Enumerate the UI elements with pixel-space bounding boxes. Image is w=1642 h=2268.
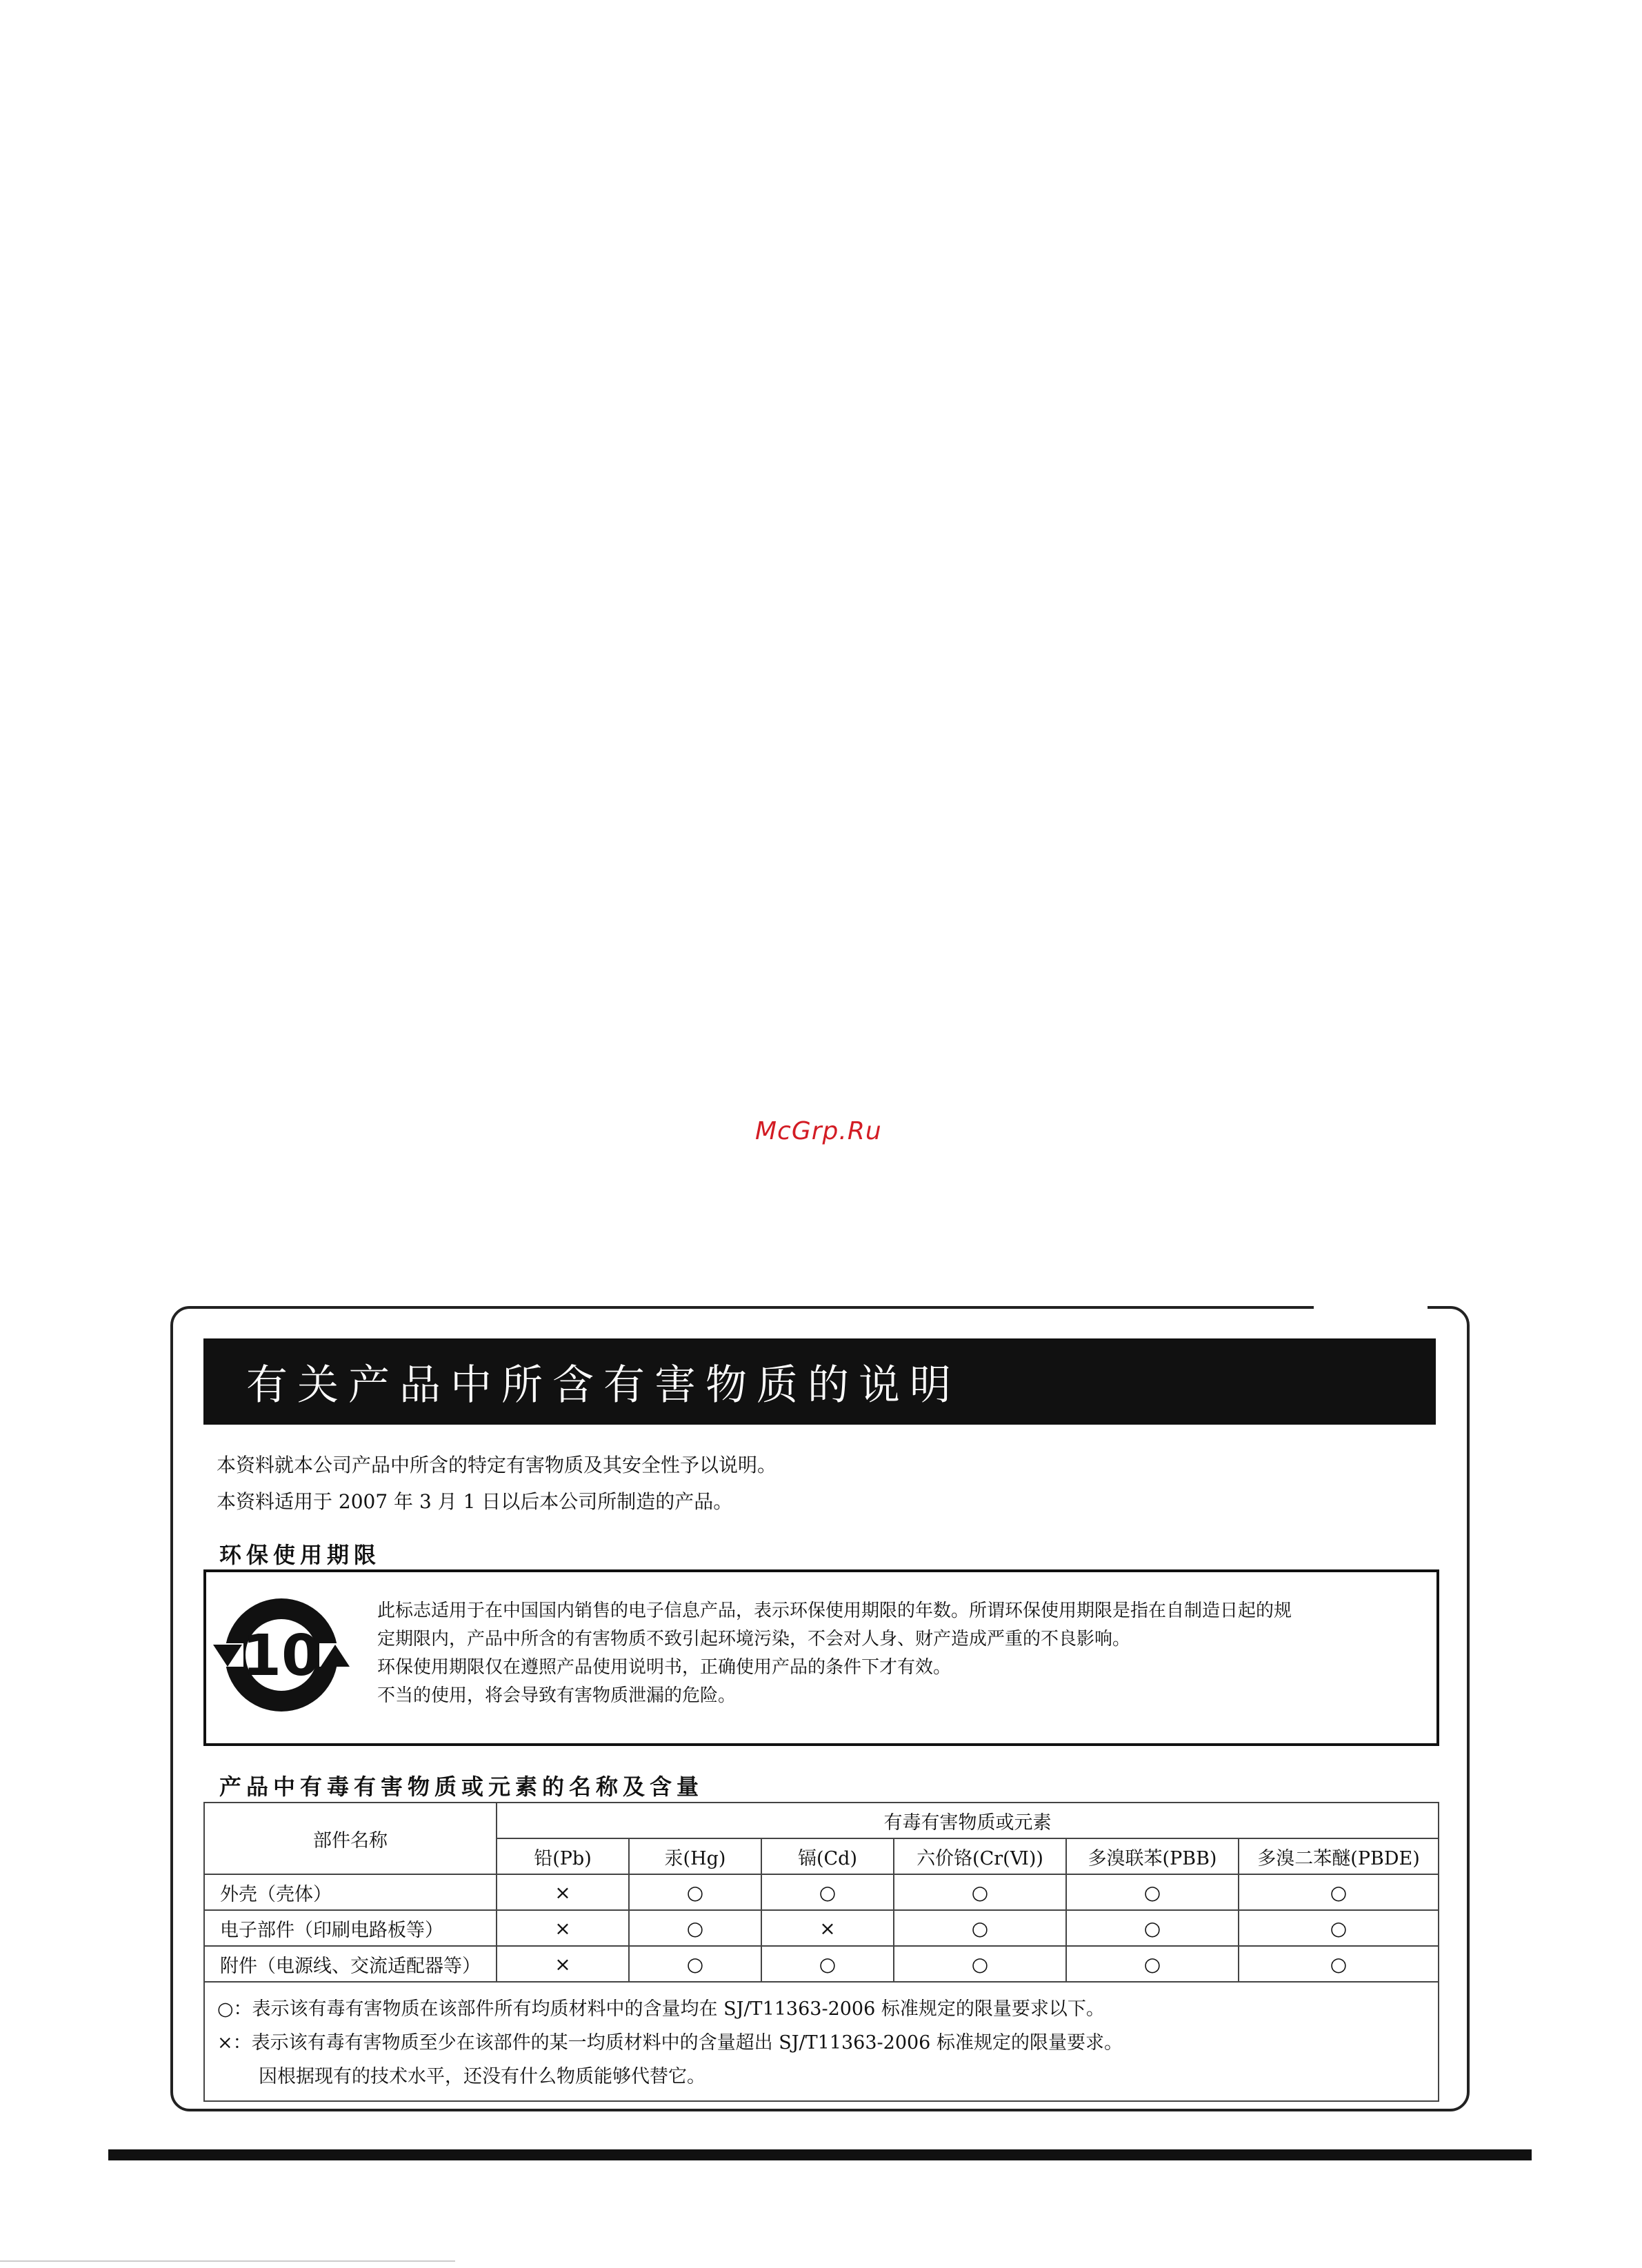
column-header: 多溴联苯(PBB)	[1066, 1838, 1239, 1874]
epup-10-logo-icon	[209, 1589, 354, 1720]
column-header: 多溴二苯醚(PBDE)	[1239, 1838, 1439, 1874]
substance-mark: ×	[497, 1874, 629, 1910]
substance-mark: ○	[1066, 1946, 1239, 1982]
watermark: McGrp.Ru	[755, 1117, 882, 1145]
epup-line: 不当的使用，将会导致有害物质泄漏的危险。	[377, 1685, 737, 1706]
substance-mark: ○	[1066, 1910, 1239, 1946]
bottom-rule	[108, 2149, 1532, 2160]
substance-mark: ×	[497, 1946, 629, 1982]
substance-mark: ○	[761, 1946, 894, 1982]
substance-mark: ×	[761, 1910, 894, 1946]
substance-mark: ○	[629, 1910, 761, 1946]
table-row	[204, 1946, 1439, 1982]
table-row	[204, 1874, 1439, 1910]
table-row	[204, 1910, 1439, 1946]
note-continuation: 因根据现有的技术水平，还没有什么物质能够代替它。	[259, 2066, 705, 2087]
epup-line: 定期限内，产品中所含的有害物质不致引起环境污染，不会对人身、财产造成严重的不良影响。	[377, 1629, 1131, 1649]
epup-description	[377, 1597, 1425, 1710]
epup-logo-number: 10	[241, 1623, 321, 1689]
page-title: 有关产品中所含有害物质的说明	[203, 1338, 1436, 1425]
note-circle: ○：表示该有毒有害物质在该部件所有均质材料中的含量均在 SJ/T11363-2006 标准规定的限量要求以下。	[217, 1998, 1105, 2020]
part-name: 附件（电源线、交流适配器等）	[204, 1946, 497, 1982]
substance-mark: ○	[894, 1946, 1066, 1982]
intro-line-2: 本资料适用于 2007 年 3 月 1 日以后本公司所制造的产品。	[217, 1490, 733, 1513]
table-notes	[204, 1982, 1439, 2101]
substance-mark: ○	[629, 1946, 761, 1982]
epup-line: 环保使用期限仅在遵照产品使用说明书，正确使用产品的条件下才有效。	[377, 1657, 952, 1678]
substance-group-header: 有毒有害物质或元素	[497, 1803, 1439, 1838]
substance-mark: ○	[761, 1874, 894, 1910]
part-name: 外壳（壳体）	[204, 1874, 497, 1910]
substance-mark: ○	[894, 1874, 1066, 1910]
substance-mark: ×	[497, 1910, 629, 1946]
substances-heading: 产品中有毒有害物质或元素的名称及含量	[219, 1774, 704, 1800]
note-cross: ×：表示该有毒有害物质至少在该部件的某一均质材料中的含量超出 SJ/T11363-2006 标准规定的限量要求。	[217, 2032, 1123, 2054]
part-name: 电子部件（印刷电路板等）	[204, 1910, 497, 1946]
substance-mark: ○	[629, 1874, 761, 1910]
epup-heading: 环保使用期限	[219, 1542, 381, 1568]
substance-mark: ○	[1239, 1874, 1439, 1910]
frame-gap	[1314, 1302, 1428, 1312]
epup-line: 此标志适用于在中国国内销售的电子信息产品，表示环保使用期限的年数。所谓环保使用期限是指在自制造日起的规	[377, 1600, 1292, 1621]
column-header: 汞(Hg)	[629, 1838, 761, 1874]
substance-mark: ○	[894, 1910, 1066, 1946]
column-header: 六价铬(Cr(Ⅵ))	[894, 1838, 1066, 1874]
substance-mark: ○	[1239, 1946, 1439, 1982]
column-header: 镉(Cd)	[761, 1838, 894, 1874]
intro-line-1: 本资料就本公司产品中所含的特定有害物质及其安全性予以说明。	[217, 1454, 777, 1476]
part-name-header: 部件名称	[204, 1803, 497, 1874]
column-header: 铅(Pb)	[497, 1838, 629, 1874]
substance-mark: ○	[1066, 1874, 1239, 1910]
hazardous-substances-table	[203, 1802, 1439, 2102]
substance-mark: ○	[1239, 1910, 1439, 1946]
bottom-edge-line	[0, 2260, 455, 2262]
